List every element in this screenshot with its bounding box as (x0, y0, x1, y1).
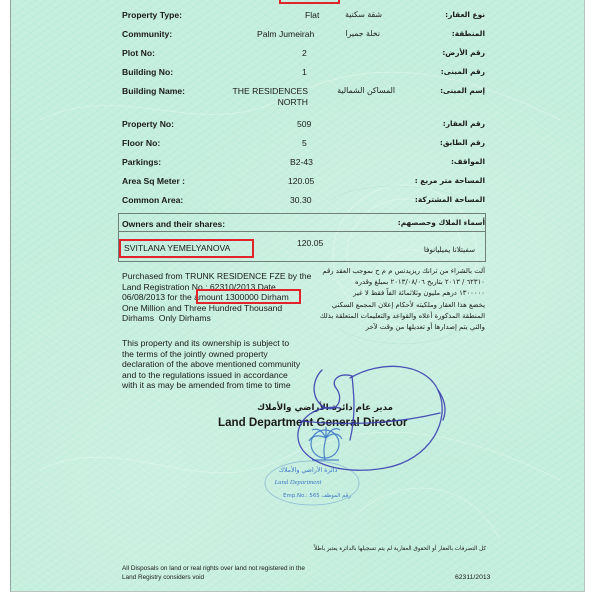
purchase-line-ar: ٦٢٣١٠ / ٢٠١٣ بتاريخ ٢٠١٣/٠٨/٠٦ بمبلغ وقدره (355, 278, 485, 287)
value-common-area: 30.30 (290, 195, 312, 205)
owner-name: SVITLANA YEMELYANOVA (124, 243, 231, 253)
value-area-sq-meter: 120.05 (288, 176, 315, 186)
purchase-amount: amount 1300000 Dirham (194, 292, 289, 303)
terms-line: declaration of the above mentioned community (122, 359, 301, 370)
footer-notice-line: Land Registry considers void (122, 574, 205, 581)
purchase-line: One Million and Three Hundred Thousand (122, 302, 283, 313)
deed-reference-number: 62311/2013 (455, 574, 491, 581)
purchase-date-text: 06/08/2013 for the (122, 292, 195, 303)
label-common-area: Common Area: (122, 195, 184, 205)
label-building-name: Building Name: (122, 86, 186, 96)
label-common-area-ar: المساحة المشتركة: (414, 195, 485, 204)
label-plot-no-ar: رقم الأرض: (442, 48, 485, 57)
footer-notice-ar: كل التصرفات بالعقار أو الحقوق العقارية لم يتم تسجيلها بالدائرة يعتبر باطلاً (314, 546, 486, 552)
value-community: Palm Jumeirah (257, 29, 315, 39)
owner-name-ar: سفيتلانا يميليانوفا (423, 245, 475, 254)
value-property-no: 509 (297, 119, 312, 129)
label-property-type-ar: نوع العقار: (445, 10, 485, 19)
terms-line: the terms of the jointly owned property (122, 348, 268, 359)
label-property-no: Property No: (122, 119, 175, 129)
purchase-line: Dirhams Only Dirhams (122, 313, 211, 324)
purchase-line-ar: يخضع هذا العقار وملكيته لأحكام إعلان المجمع السكني (331, 300, 485, 309)
footer-notice-line: All Disposals on land or real rights over land not registered in the (122, 565, 305, 572)
stamp-text-ar: دائرة الأراضي والأملاك (278, 467, 338, 474)
purchase-line-ar: والتي يتم إصدارها أو تعديلها من وقت لآخر (365, 322, 485, 331)
value-building-name-ar: المساكن الشمالية (337, 86, 395, 95)
purchase-line: Land Registration No.: 62310/2013 Date (122, 281, 276, 292)
director-title: Land Department General Director (218, 416, 408, 429)
terms-line: with it as may be amended from time to time (122, 380, 291, 391)
label-area-sq-meter-ar: المساحة متر مربع : (414, 176, 485, 185)
terms-line: This property and its ownership is subject to (122, 338, 290, 348)
value-community-ar: نخلة جميرا (345, 29, 380, 38)
label-floor-no: Floor No: (122, 138, 161, 148)
label-property-no-ar: رقم العقار: (442, 119, 485, 128)
label-parkings: Parkings: (122, 157, 162, 167)
label-community: Community: (122, 29, 173, 39)
stamp-text-en: Land Department (274, 479, 322, 486)
terms-line: and to the regulations issued in accordance (122, 369, 288, 380)
stamp-employee-number: Emp.No.: 565 رقم الموظف (283, 493, 351, 499)
value-property-type: Flat (305, 10, 320, 20)
label-parkings-ar: المواقف: (450, 157, 485, 166)
owners-header-ar: أسماء الملاك وحصصهم: (397, 218, 485, 227)
value-floor-no: 5 (302, 138, 307, 148)
label-plot-no: Plot No: (122, 48, 155, 58)
value-plot-no: 2 (302, 48, 307, 58)
label-area-sq-meter: Area Sq Meter : (122, 176, 186, 186)
purchase-line: Purchased from TRUNK RESIDENCE FZE by the (122, 271, 312, 281)
director-title-ar: مدير عام دائرة الأراضي والأملاك (257, 403, 393, 413)
value-parkings: B2-43 (290, 157, 313, 167)
purchase-line-ar: ١٣٠٠٠٠٠ درهم مليون وثلاثمائة الفاً فقط لا غير (353, 289, 485, 298)
value-building-no: 1 (302, 67, 307, 77)
label-property-type: Property Type: (122, 10, 183, 20)
label-community-ar: المنطقة: (451, 29, 485, 38)
label-building-no-ar: رقم المبنى: (440, 67, 485, 76)
value-property-type-ar: شقة سكنية (345, 10, 382, 19)
owner-share: 120.05 (297, 238, 324, 248)
purchase-line-ar: آلت بالشراء من ترانك ريزيدنس م م ح بموجب العقد رقم (322, 267, 485, 275)
value-building-name: THE RESIDENCES NORTH (232, 86, 308, 107)
label-building-name-ar: إسم المبنى: (440, 86, 485, 95)
purchase-line-ar: المنطقة المذكورة أعلاه والقواعد والتعليمات المتعلقة بذلك (319, 311, 485, 320)
label-building-no: Building No: (122, 67, 174, 77)
label-floor-no-ar: رقم الطابق: (439, 138, 485, 147)
owners-header: Owners and their shares: (122, 219, 226, 229)
